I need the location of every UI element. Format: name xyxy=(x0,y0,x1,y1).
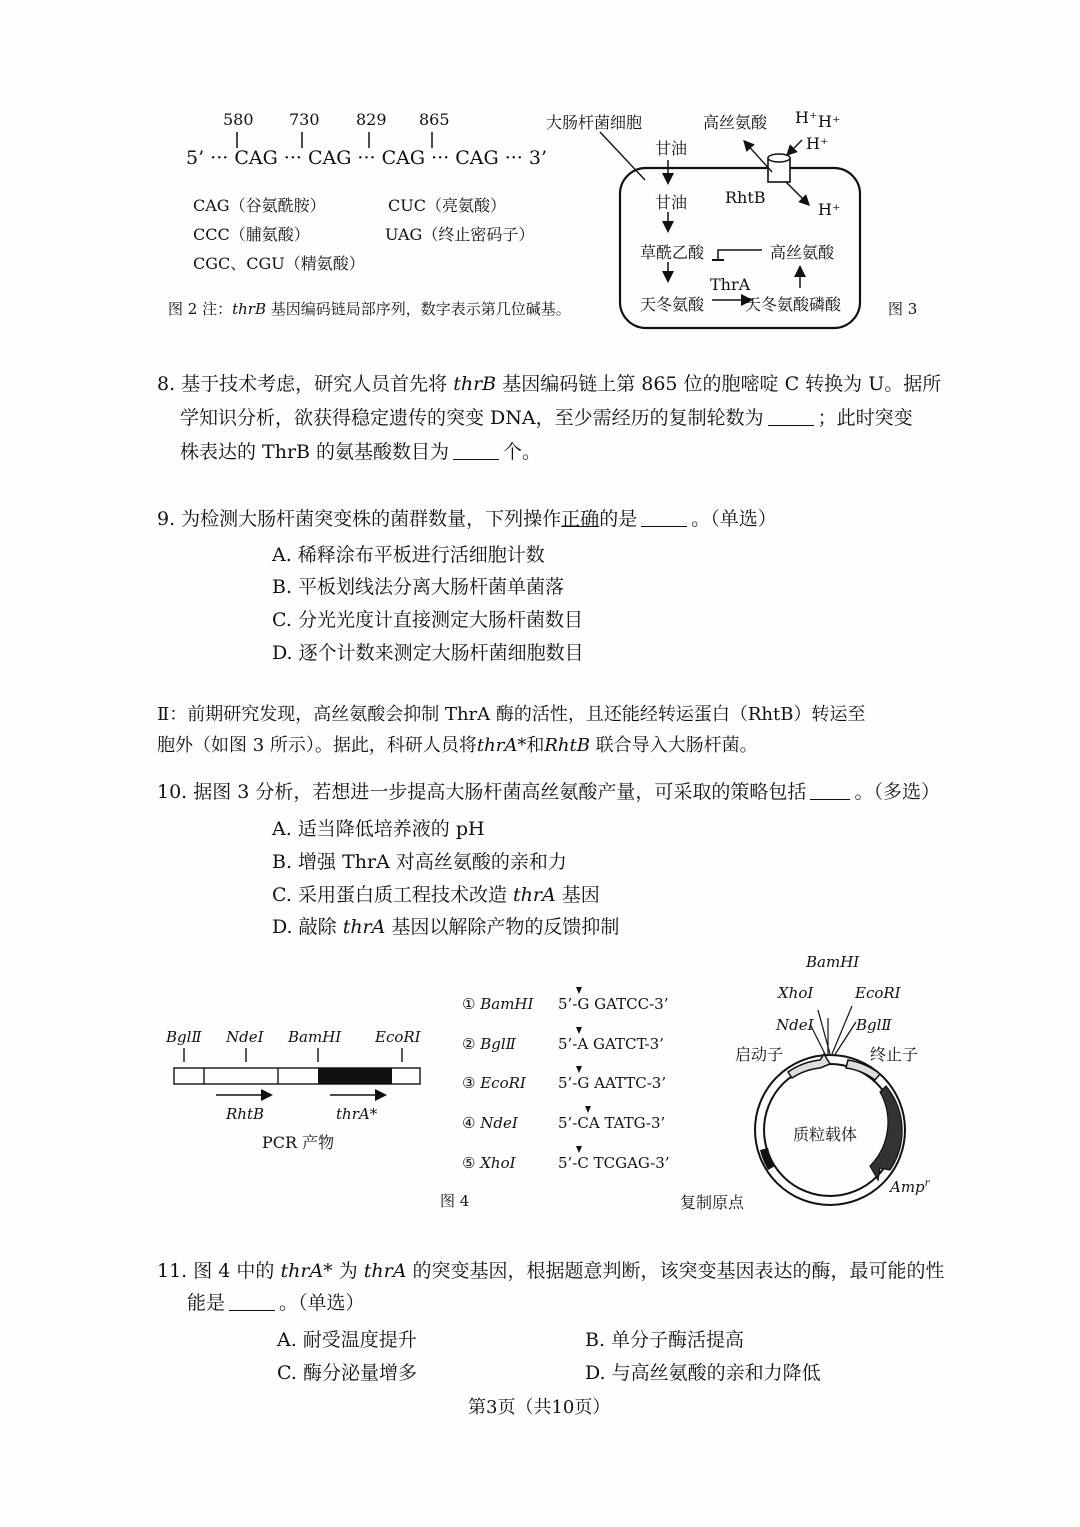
q10-option-d[interactable]: D. 敲除 thrA 基因以解除产物的反馈抑制 xyxy=(272,916,620,938)
pcr-site-bglii: BglⅡ xyxy=(166,1028,202,1046)
proton-4: H⁺ xyxy=(818,200,841,219)
homoserine-outside: 高丝氨酸 xyxy=(703,113,768,132)
figure-3-diagram xyxy=(540,100,930,340)
plasmid-site-bglii: BglⅡ xyxy=(856,1016,892,1034)
plasmid-site-ndei: NdeⅠ xyxy=(776,1016,814,1034)
q8-blank-1[interactable] xyxy=(768,409,814,426)
q11-line-1: 11. 图 4 中的 thrA* 为 thrA 的突变基因，根据题意判断，该突变基因表达的酶，最可能的性 xyxy=(157,1260,945,1282)
aspartate: 天冬氨酸 xyxy=(640,295,705,314)
pcr-product-diagram xyxy=(170,1040,430,1110)
q9-option-a[interactable]: A. 稀释涂布平板进行活细胞计数 xyxy=(272,544,545,566)
q8-blank-2[interactable] xyxy=(453,443,499,460)
oxaloacetate: 草酰乙酸 xyxy=(640,243,705,262)
position-580: 580 xyxy=(223,110,254,129)
q10-option-c[interactable]: C. 采用蛋白质工程技术改造 thrA 基因 xyxy=(272,884,600,906)
enzyme-5: ⑤ XhoⅠ xyxy=(462,1154,516,1172)
section-2-line-1: Ⅱ：前期研究发现，高丝氨酸会抑制 ThrA 酶的活性，且还能经转运蛋白（RhtB）转运至 xyxy=(157,704,866,725)
pcr-gene-rhtb: RhtB xyxy=(226,1105,265,1123)
plasmid-site-bamhi: BamHⅠ xyxy=(806,953,860,971)
plasmid-site-ecori: EcoRⅠ xyxy=(855,984,901,1002)
q11-option-a[interactable]: A. 耐受温度提升 xyxy=(277,1329,417,1351)
position-730: 730 xyxy=(289,110,320,129)
q10-blank[interactable] xyxy=(810,783,850,800)
q11-blank[interactable] xyxy=(229,1294,275,1311)
codon-ccc: CCC（脯氨酸） xyxy=(193,225,310,244)
proton-2: H⁺ xyxy=(818,112,841,131)
ampr-label: Amp$^r$ xyxy=(890,1178,930,1196)
position-829: 829 xyxy=(356,110,387,129)
q11-line-2: 能是 。（单选） xyxy=(187,1292,365,1314)
codon-cgc-cgu: CGC、CGU（精氨酸） xyxy=(193,254,365,273)
figure-3-label: 图 3 xyxy=(888,300,918,318)
q11-option-d[interactable]: D. 与高丝氨酸的亲和力降低 xyxy=(585,1362,821,1384)
q9-stem: 9. 为检测大肠杆菌突变株的菌群数量，下列操作正确的是 。（单选） xyxy=(157,508,777,530)
enzyme-2: ② BglⅡ xyxy=(462,1035,516,1053)
figure-4-label: 图 4 xyxy=(440,1192,470,1210)
enzyme-4: ④ NdeⅠ xyxy=(462,1114,518,1132)
thra-label: ThrA xyxy=(710,275,751,294)
codon-cuc: CUC（亮氨酸） xyxy=(388,196,506,215)
rhtb-label: RhtB xyxy=(725,188,766,207)
plasmid-vector-label: 质粒载体 xyxy=(793,1125,858,1144)
pcr-site-bamhi: BamHⅠ xyxy=(288,1028,342,1046)
aspartyl-phosphate: 天冬氨酸磷酸 xyxy=(745,295,842,314)
pcr-site-ndei: NdeⅠ xyxy=(226,1028,264,1046)
proton-1: H⁺ xyxy=(795,108,818,127)
codon-cag: CAG（谷氨酰胺） xyxy=(193,196,326,215)
q9-blank[interactable] xyxy=(641,510,687,527)
q10-option-a[interactable]: A. 适当降低培养液的 pH xyxy=(272,818,485,840)
proton-3: H⁺ xyxy=(806,134,829,153)
q8-line-1: 8. 基于技术考虑，研究人员首先将 thrB 基因编码链上第 865 位的胞嘧啶 C 转换为 U。据所 xyxy=(157,373,942,395)
origin-of-replication: 复制原点 xyxy=(680,1193,745,1212)
enzyme-5-seq: 5’-C TCGAG-3’ xyxy=(558,1154,670,1172)
q10-option-b[interactable]: B. 增强 ThrA 对高丝氨酸的亲和力 xyxy=(272,851,567,873)
q8-line-2: 学知识分析，欲获得稳定遗传的突变 DNA，至少需经历的复制轮数为 ；此时突变 xyxy=(180,407,913,429)
page-footer: 第3页（共10页） xyxy=(468,1397,611,1418)
q9-option-b[interactable]: B. 平板划线法分离大肠杆菌单菌落 xyxy=(272,576,565,598)
dna-sequence: 5’ ··· CAG ··· CAG ··· CAG ··· CAG ··· 3’ xyxy=(186,147,547,169)
pcr-product-label: PCR 产物 xyxy=(262,1133,335,1152)
promoter-label: 启动子 xyxy=(735,1045,784,1064)
enzyme-3-seq: 5’-G AATTC-3’ xyxy=(558,1074,667,1092)
terminator-label: 终止子 xyxy=(870,1045,919,1064)
q11-option-b[interactable]: B. 单分子酶活提高 xyxy=(585,1329,745,1351)
q10-stem: 10. 据图 3 分析，若想进一步提高大肠杆菌高丝氨酸产量，可采取的策略包括 。（多选） xyxy=(157,781,940,803)
cut-site-markers xyxy=(568,985,608,1175)
q8-line-3: 株表达的 ThrB 的氨基酸数目为 个。 xyxy=(180,441,542,463)
ecoli-cell-label: 大肠杆菌细胞 xyxy=(546,113,643,132)
section-2-line-2: 胞外（如图 3 所示）。据此，科研人员将thrA*和RhtB 联合导入大肠杆菌。 xyxy=(157,735,758,756)
q9-option-d[interactable]: D. 逐个计数来测定大肠杆菌细胞数目 xyxy=(272,642,584,664)
enzyme-1-seq: 5’-G GATCC-3’ xyxy=(558,995,669,1013)
glycerol-outside: 甘油 xyxy=(655,139,688,158)
q9-option-c[interactable]: C. 分光光度计直接测定大肠杆菌数目 xyxy=(272,609,583,631)
homoserine-inside: 高丝氨酸 xyxy=(770,243,835,262)
q11-option-c[interactable]: C. 酶分泌量增多 xyxy=(277,1362,417,1384)
codon-uag: UAG（终止密码子） xyxy=(385,225,535,244)
figure-2-caption: 图 2 注：thrB 基因编码链局部序列，数字表示第几位碱基。 xyxy=(168,300,571,318)
enzyme-4-seq: 5’-CA TATG-3’ xyxy=(558,1114,666,1132)
pcr-site-ecori: EcoRⅠ xyxy=(375,1028,421,1046)
glycerol-inside: 甘油 xyxy=(655,193,688,212)
enzyme-2-seq: 5’-A GATCT-3’ xyxy=(558,1035,664,1053)
enzyme-3: ③ EcoRⅠ xyxy=(462,1074,526,1092)
plasmid-site-xhoi: XhoⅠ xyxy=(778,984,814,1002)
position-865: 865 xyxy=(419,110,450,129)
enzyme-1: ① BamHⅠ xyxy=(462,995,534,1013)
pcr-gene-thra-star: thrA* xyxy=(336,1105,378,1123)
